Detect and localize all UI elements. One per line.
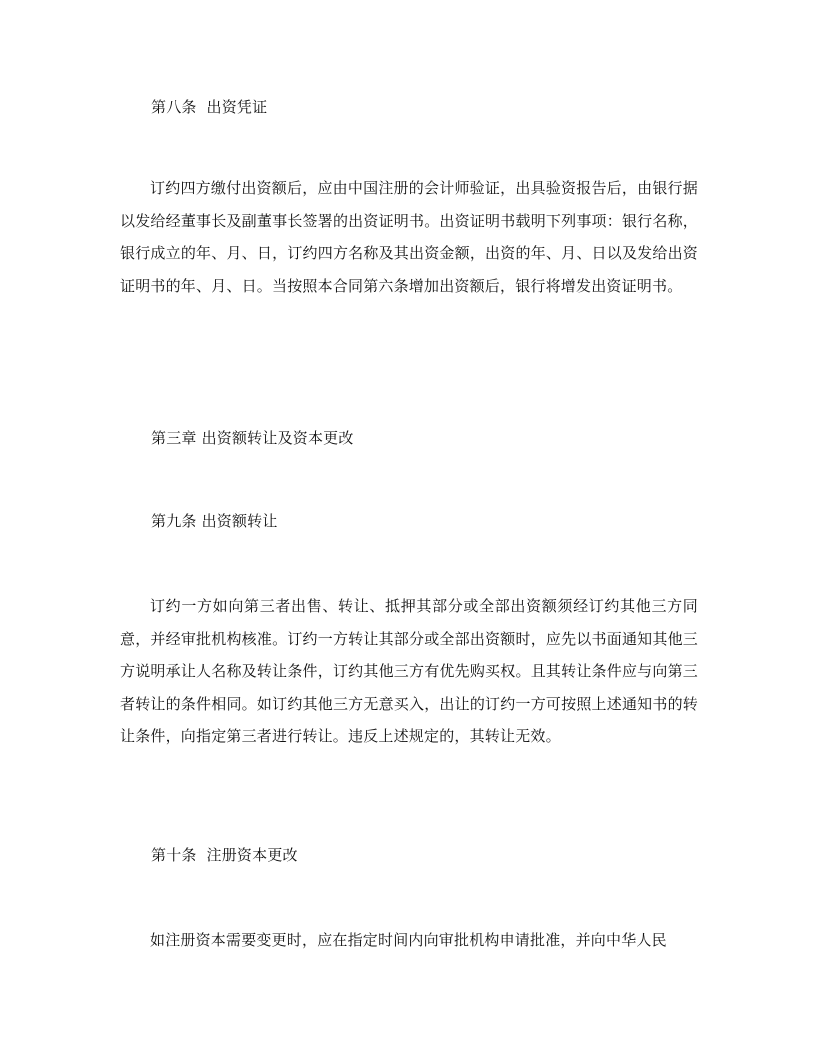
- article-9-body: 订约一方如向第三者出售、转让、抵押其部分或全部出资额须经订约其他三方同意，并经审批机构核准。订约一方转让其部分或全部出资额时，应先以书面通知其他三方说明承让人名称及转让条件，订约其他三方有优先购买权。且其转让条件应与向第三者转让的条件相同。如订约其他三方无意买入，出让的订约一方可按照上述通知书的转让条件，向指定第三者进行转让。违反上述规定的，其转让无效。: [120, 597, 698, 745]
- article-10-body: 如注册资本需要变更时，应在指定时间内向审批机构申请批准，并向中华人民: [150, 931, 667, 949]
- chapter-3-title: 第三章 出资额转让及资本更改: [151, 429, 354, 447]
- article-9-title: 第九条 出资额转让: [151, 512, 278, 530]
- article-10-title: 第十条 注册资本更改: [151, 846, 298, 864]
- article-8-body: 订约四方缴付出资额后，应由中国注册的会计师验证，出具验资报告后，由银行据以发给经董事长及副董事长签署的出资证明书。出资证明书载明下列事项：银行名称，银行成立的年、月、日，订约四方名称及其出资金额，出资的年、月、日以及发给出资证明书的年、月、日。当按照本合同第六条增加出资额后，银行将增发出资证明书。: [120, 179, 698, 295]
- article-8-title: 第八条 出资凭证: [151, 98, 268, 116]
